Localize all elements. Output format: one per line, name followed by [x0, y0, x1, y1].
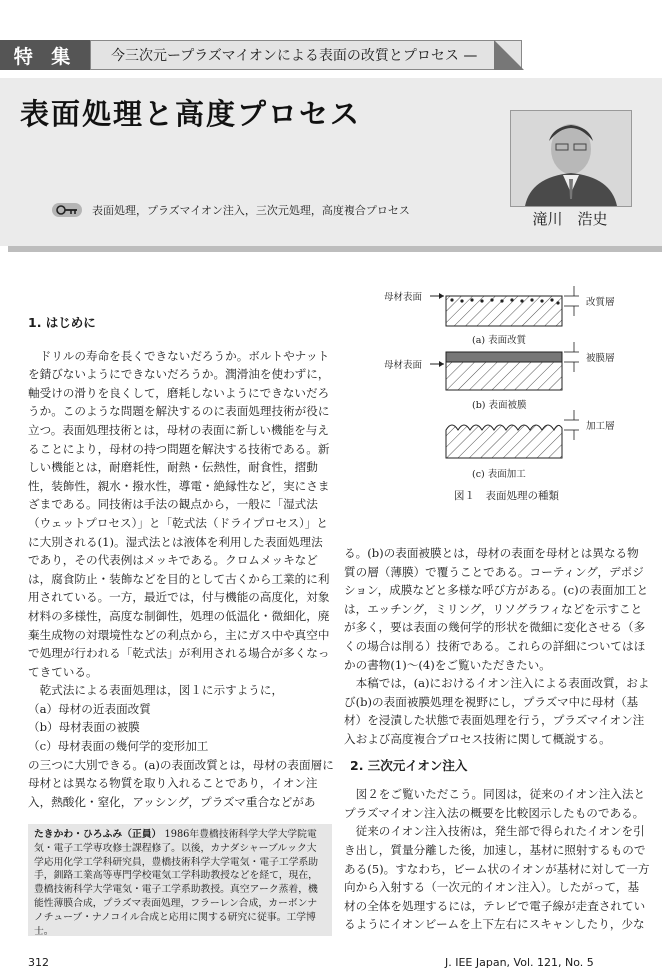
- diagram-surface-processing: [446, 410, 579, 458]
- journal-info: J. IEE Japan, Vol. 121, No. 5: [445, 956, 594, 969]
- caption-c: (c) 表面加工: [472, 469, 526, 480]
- key-icon: [52, 203, 82, 217]
- bio-text: 1986年豊橋技術科学大学大学院電気・電子工学専攻修士課程修了。以後，カナダシャーブルック大学応用化学工学科研究員，豊橋技術科学大学電気・電子工学系助手，釧路工業高等専門学校電気工学科助教授などを経て，現在，豊橋技術科学大学電気・電子工学系助教授。真空アーク蒸着，機能性薄膜合成，プラズマ表面処理，フラーレン合成，カーボンナノチューブ・ナノコイル合成と応用に関する研究に従事。工学博士。: [34, 829, 319, 937]
- paragraph: 図２をご覧いただこう。同図は，従来のイオン注入法とプラズマイオン注入法の概要を比較図示したものである。: [344, 787, 646, 820]
- paragraph: の三つに大別できる。(a)の表面改質とは，母材の表面層に母材とは異なる物質を取り入れることであり，イオン注入，熱酸化・窒化，アッシング，プラズマ重合などがあ: [28, 757, 334, 809]
- list-item: （c）母材表面の幾何学的変形加工: [28, 739, 209, 754]
- series-title-text: 今三次元ープラズマイオンによる表面の改質とプロセス —: [111, 48, 478, 64]
- author-photo: [510, 110, 632, 207]
- series-title: [90, 40, 522, 70]
- paragraph: 従来のイオン注入技術は，発生部で得られたイオンを引き出し，質量分離した後，加速し，基材に照射するものである(5)。すなわち，ビーム状のイオンが基材に対して一方向から入射する（一次元的イオン注入）。したがって，基材の全体を処理するには，テレビで電子線が走査されているようにイオンビームを上下左右にスキャンしたり，少な: [344, 824, 650, 932]
- figure-1: [364, 280, 654, 512]
- diagram-surface-coating: [430, 342, 579, 390]
- label-base-surface-a: 母材表面: [384, 292, 423, 303]
- banner-slant-decoration: [494, 40, 524, 70]
- label-coating-layer: 被膜層: [586, 353, 615, 364]
- bio-name: たきかわ・ひろふみ（正員）: [34, 829, 162, 840]
- left-column: [28, 314, 334, 811]
- caption-a: (a) 表面改質: [472, 335, 527, 346]
- list-item: （a）母材の近表面改質: [28, 701, 151, 716]
- diagram-surface-modification: [430, 286, 579, 326]
- paragraph: る。(b)の表面被膜とは，母材の表面を母材とは異なる物質の層（薄膜）で覆うことである。コーティング，デポジション，成膜などと多様な呼び方がある。(c)の表面加工とは，エッチング，ミリング，リソグラフィなどを示すことが多く，要は表面の幾何学的形状を微細に変化させる（多くの場合は削る）技術である。これらの詳細についてはほかの書物(1)～(4)をご覧いただきたい。: [344, 546, 649, 672]
- label-processed-layer: 加工層: [586, 421, 615, 432]
- section-heading-1: 1. はじめに: [28, 315, 96, 330]
- feature-tag: 特 集: [0, 40, 90, 70]
- figure-caption: 図１ 表面処理の種類: [454, 490, 559, 502]
- article-title: 表面処理と高度プロセス: [20, 97, 362, 131]
- paragraph: 乾式法による表面処理は，図１に示すように，: [39, 683, 284, 698]
- author-bio: [28, 824, 332, 936]
- author-name: 滝川 浩史: [532, 210, 608, 228]
- paragraph: ドリルの寿命を長くできないだろうか。ボルトやナットを錆びないようにできないだろうか。潤滑油を使わずに，軸受けの滑りを良くして，磨耗しないようにできないだろうか。このような問題を解決するのに表面処理技術が役に立つ。表面処理技術とは，母材の表面に新しい機能を与えることにより，母材の持つ問題を解決する技術である。新しい機能とは，耐磨耗性，耐熱・伝熱性，耐食性，摺動性，装飾性，親水・撥水性，導電・絶縁性など，実にさまざまである。同技術は手法の観点から，一般に「湿式法（ウェットプロセス）」と「乾式法（ドライプロセス）」とに大別される(1)。湿式法とは液体を利用した表面処理法であり，その代表例はメッキである。クロムメッキなどは，腐食防止・装飾などを目的として古くから工業的に利用されている。一方，最近では，付与機能の高度化，対象材料の多様性，高度な制御性，処理の低温化・微細化，廃棄生成物の対環境性などの利点から，主にガス中や真空中で処理が行われる「乾式法」が利用される場合が多くなってきている。: [28, 348, 330, 679]
- right-column: [344, 544, 650, 934]
- label-base-surface-b: 母材表面: [384, 360, 423, 371]
- page-number: 312: [28, 956, 49, 969]
- paragraph: 本稿では，(a)におけるイオン注入による表面改質，および(b)の表面被膜処理を視野にし，プラズマ中に母材（基材）を浸漬した状態で表面処理を行う，プラズマイオン注入および高度複合プロセス技術に関して概説する。: [344, 676, 650, 746]
- keywords: 表面処理，プラズマイオン注入，三次元処理，高度複合プロセス: [92, 204, 410, 217]
- caption-b: (b) 表面被膜: [472, 400, 527, 411]
- section-heading-2: 2. 三次元イオン注入: [350, 757, 468, 773]
- keywords-row: [52, 202, 410, 218]
- series-part-number: 4: [493, 46, 504, 64]
- list-item: （b）母材表面の被膜: [28, 720, 140, 735]
- label-modified-layer: 改質層: [586, 297, 615, 308]
